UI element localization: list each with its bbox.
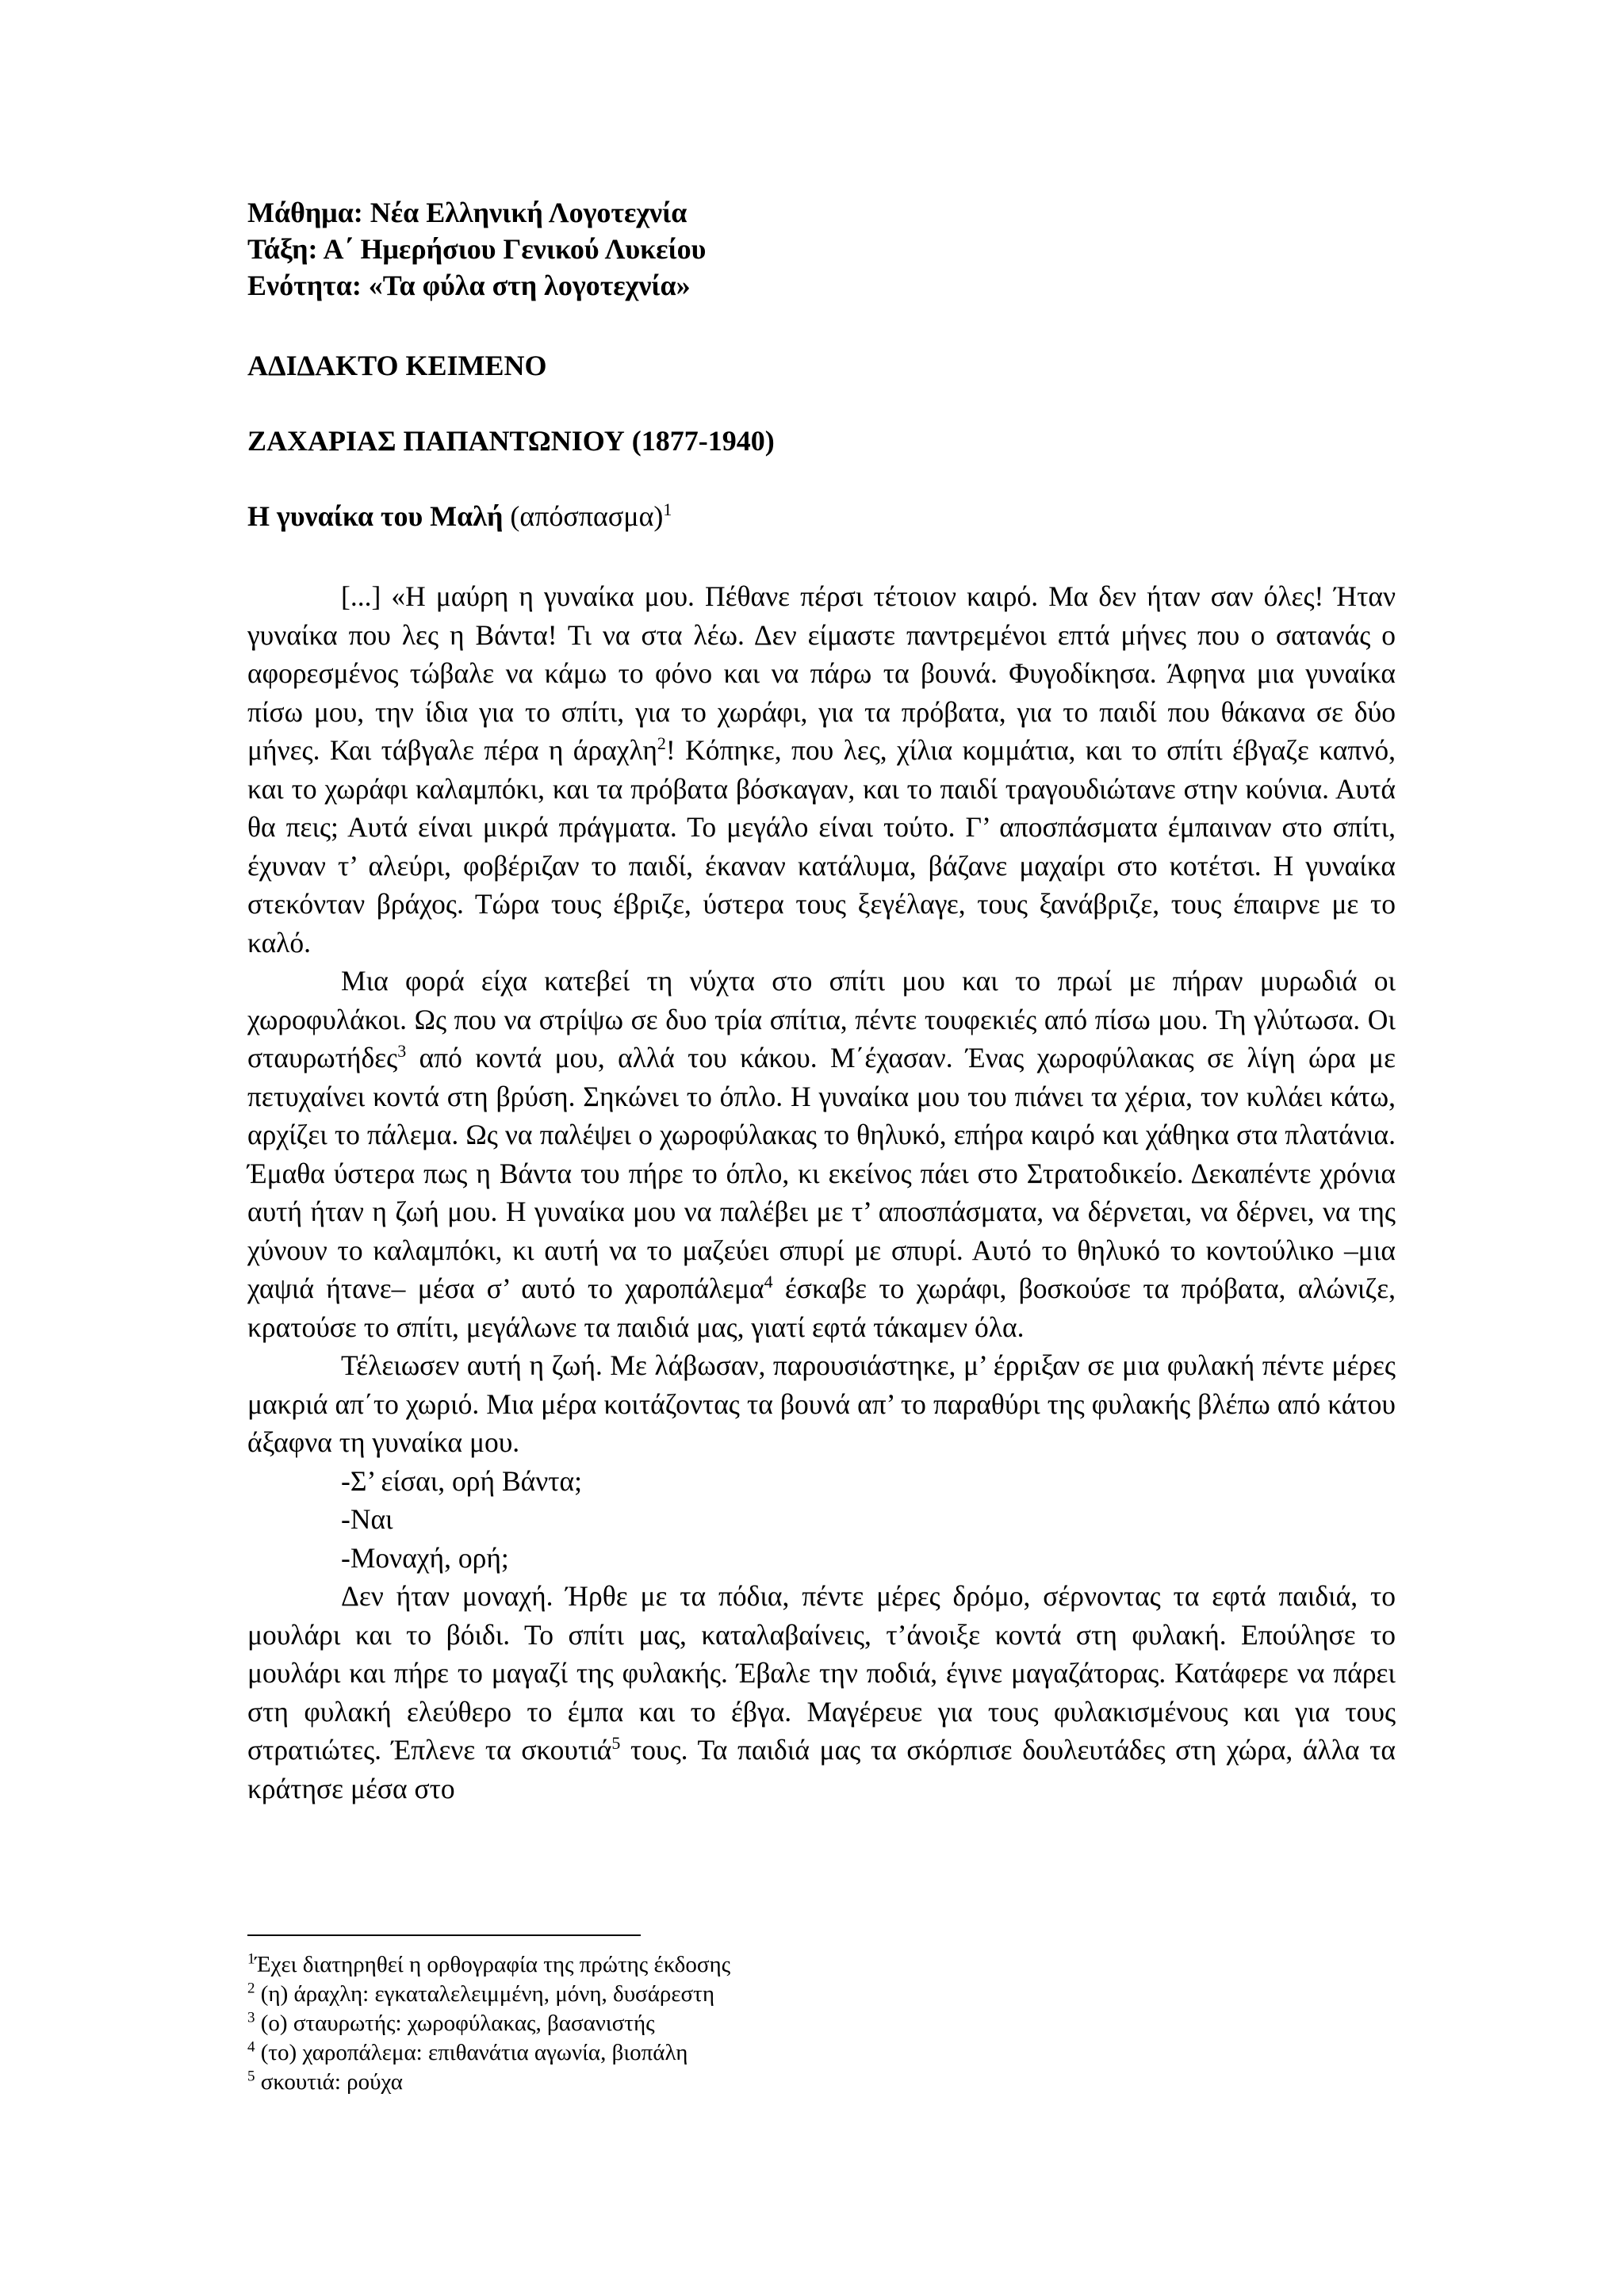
footnotes [247, 1950, 730, 2097]
paragraph: Τέλειωσεν αυτή η ζωή. Με λάβωσαν, παρουσιάστηκε, μ’ έρριξαν σε μια φυλακή πέντε μέρες μακριά απ΄το χωριό. Μια μέρα κοιτάζοντας τα βουνά απ’ το παραθύρι της φυλακής βλέπω από κάτου άξαφνα τη γυναίκα μου. [247, 1349, 1396, 1458]
paragraph-text: από κοντά μου, αλλά του κάκου. Μ΄έχασαν. Ένας χωροφύλακας σε λίγη ώρα με πετυχαίνει κοντά στη βρύση. Σηκώνει το όπλο. Η γυναίκα μου του πιάνει τα χέρια, τον κυλάει κάτω, αρχίζει το πάλεμα. Ως να παλέψει ο χωροφύλακας το θηλυκό, επήρα καιρό και χάθηκα στα πλατάνια. Έμαθα ύστερα πως η Βάντα του πήρε το όπλο, κι εκείνος πάει στο Στρατοδικείο. Δεκαπέντε χρόνια αυτή ήταν η ζωή μου. Η γυναίκα μου να παλέβει με τ’ αποσπάσματα, να δέρνεται, να δέρνει, να της χύνουν το καλαμπόκι, κι αυτή να το μαζεύει σπυρί με σπυρί. Αυτό το θηλυκό το κοντούλικο –μια χαψιά ήτανε– μέσα σ’ αυτό το χαροπάλεμα [247, 1042, 1396, 1304]
footnote-number: 1 [247, 1950, 255, 1968]
paragraph [247, 577, 1396, 962]
paragraph-text: [...] «Η μαύρη η γυναίκα μου. Πέθανε πέρσι τέτοιον καιρό. Μα δεν ήταν σαν όλες! Ήταν γυναίκα που λες η Βάντα! Τι να στα λέω. Δεν είμαστε παντρεμένοι επτά μήνες που ο σατανάς ο αφορεσμένος τώβαλε να κάμω το φόνο και να πάρω τα βουνά. Φυγοδίκησα. Άφηνα μια γυναίκα πίσω μου, την ίδια για το σπίτι, για το χωράφι, για τα πρόβατα, για το παιδί που θάκανα σε δύο μήνες. Και τάβγαλε πέρα η άραχλη [247, 580, 1396, 766]
paragraph-text: έσκαβε το χωράφι, βοσκούσε τα πρόβατα, αλώνιζε, κρατούσε το σπίτι, μεγάλωνε τα παιδιά μας, γιατί εφτά τάκαμεν όλα. [247, 1272, 1396, 1343]
footnote-number: 3 [247, 2009, 255, 2026]
footnote-text: (ο) σταυρωτής: χωροφύλακας, βασανιστής [255, 2011, 655, 2036]
footnote-divider [247, 1934, 641, 1936]
dialogue-line: -Μοναχή, ορή; [341, 1541, 509, 1574]
work-note: (απόσπασμα) [503, 500, 664, 532]
section-label: ΑΔΙΔΑΚΤΟ ΚΕΙΜΕΝΟ [247, 350, 547, 381]
footnote-number: 2 [247, 1980, 255, 1997]
header-subject: Μάθημα: Νέα Ελληνική Λογοτεχνία [247, 197, 688, 228]
footnote [247, 2038, 730, 2068]
document-header [247, 194, 706, 304]
footnote-ref: 1 [663, 499, 672, 519]
paragraph [247, 1577, 1396, 1808]
paragraph [247, 962, 1396, 1346]
footnote-ref: 4 [764, 1272, 773, 1292]
footnote-number: 5 [247, 2068, 255, 2085]
footnote-text: (το) χαροπάλεμα: επιθανάτια αγωνία, βιοπάλη [255, 2040, 688, 2065]
footnote [247, 1980, 730, 2009]
work-title-line [247, 499, 672, 533]
footnote [247, 1950, 730, 1980]
footnote [247, 2068, 730, 2097]
footnote-number: 4 [247, 2038, 255, 2056]
dialogue-line: -Σ’ είσαι, ορή Βάντα; [341, 1464, 583, 1497]
footnote-text: Έχει διατηρηθεί η ορθογραφία της πρώτης έκδοσης [255, 1952, 731, 1977]
header-unit: Ενότητα: «Τα φύλα στη λογοτεχνία» [247, 270, 691, 301]
excerpt-body [247, 577, 1396, 1808]
footnote [247, 2009, 730, 2038]
dialogue-line: -Ναι [341, 1503, 393, 1535]
paragraph-text: τους. Τα παιδιά μας τα σκόρπισε δουλευτάδες στη χώρα, άλλα τα κράτησε μέσα στο [247, 1734, 1396, 1804]
footnote-text: σκουτιά: ρούχα [255, 2069, 403, 2095]
footnote-ref: 5 [611, 1733, 621, 1754]
work-title: Η γυναίκα του Μαλή [247, 500, 504, 532]
paragraph-text: Δεν ήταν μοναχή. Ήρθε με τα πόδια, πέντε μέρες δρόμο, σέρνοντας τα εφτά παιδιά, το μουλάρι και το βόιδι. Το σπίτι μας, καταλαβαίνεις, τ’άνοιξε κοντά στη φυλακή. Επούλησε το μουλάρι και πήρε το μαγαζί της φυλακής. Έβαλε την ποδιά, έγινε μαγαζάτορας. Κατάφερε να πάρει στη φυλακή ελεύθερο το έμπα και το έβγα. Μαγέρευε για τους φυλακισμένους και για τους στρατιώτες. Έπλενε τα σκουτιά [247, 1580, 1396, 1766]
author-heading: ΖΑΧΑΡΙΑΣ ΠΑΠΑΝΤΩΝΙΟΥ (1877-1940) [247, 425, 775, 457]
paragraph-text: ! Κόπηκε, που λες, χίλια κομμάτια, και το σπίτι έβγαζε καπνό, και το χωράφι καλαμπόκι, και τα πρόβατα βόσκαγαν, και το παιδί τραγουδιώτανε στην κούνια. Αυτά θα πεις; Αυτά είναι μικρά πράγματα. Το μεγάλο είναι τούτο. Γ’ αποσπάσματα έμπαιναν στο σπίτι, έχυναν τ’ αλεύρι, φοβέριζαν το παιδί, έκαναν κατάλυμα, βάζανε μαχαίρι στο κοτέτσι. Η γυναίκα στεκόνταν βράχος. Τώρα τους έβριζε, ύστερα τους ξεγέλαγε, τους ξανάβριζε, τους έπαιρνε με το καλό. [247, 734, 1396, 959]
footnote-ref: 3 [397, 1041, 407, 1062]
paragraph-text: Μια φορά είχα κατεβεί τη νύχτα στο σπίτι μου και το πρωί με πήραν μυρωδιά οι χωροφυλάκοι. Ως που να στρίψω σε δυο τρία σπίτια, πέντε τουφεκιές από πίσω μου. Τη γλύτωσα. Οι σταυρωτήδες [247, 965, 1396, 1073]
footnote-text: (η) άραχλη: εγκαταλελειμμένη, μόνη, δυσάρεστη [255, 1981, 714, 2007]
footnote-ref: 2 [657, 733, 666, 754]
header-class: Τάξη: Α΄ Ημερήσιου Γενικού Λυκείου [247, 233, 707, 265]
